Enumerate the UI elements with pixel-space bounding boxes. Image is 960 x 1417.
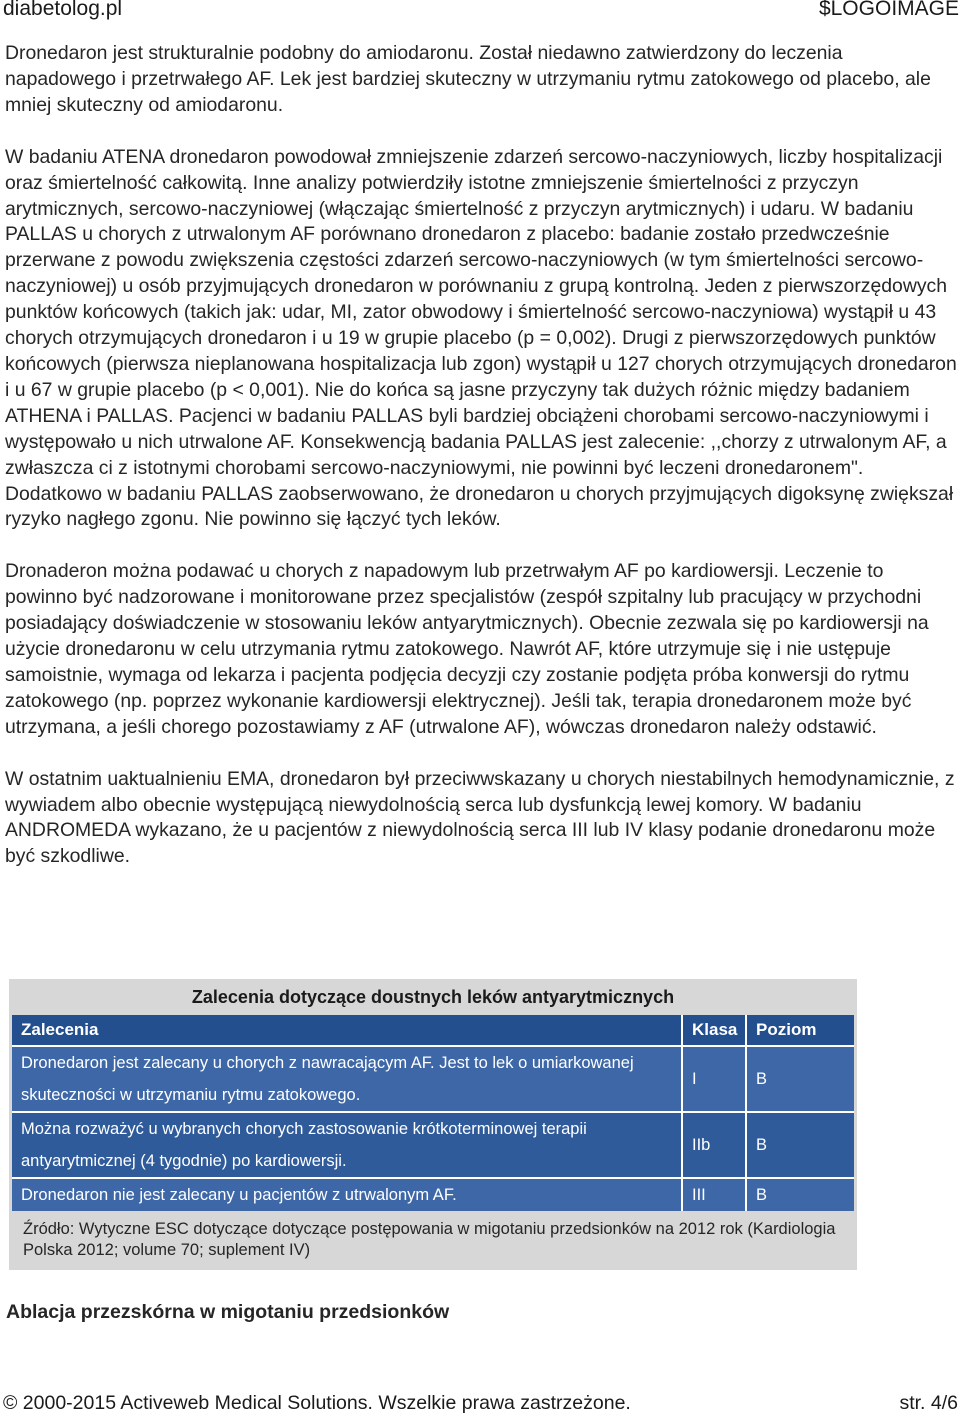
paragraph-studies: W badaniu ATENA dronedaron powodował zmniejszenie zdarzeń sercowo-naczyniowych, liczby hospitalizacji oraz śmiertelność całkowitą. Inne analizy potwierdziły istotne zmniejszenie śmiertelności z przyczyn arytmicznych, sercowo-naczyniowej (włączając śmiertelność z przyczyn arytmicznych) i udaru. W badaniu PALLAS u chorych z utrwalonym AF porównano dronedaron z placebo: badanie zostało przedwcześnie przerwane z powodu zwiększenia częstości zdarzeń sercowo-naczyniowych (w tym śmiertelności sercowo-naczyniowej) u osób przyjmujących dronedaron w porównaniu z grupą kontrolną. Jeden z pierwszorzędowych punktów końcowych (takich jak: udar, MI, zator obwodowy i śmiertelność sercowo-naczyniowa) wystąpił u 43 chorych otrzymujących dronedaron i u 19 w grupie placebo (p = 0,002). Drugi z pierwszorzędowych punktów końcowych (pierwsza nieplanowana hospitalizacja lub zgon) wystąpił u 127 chorych otrzymujących dronedaron i u 67 w grupie placebo (p < 0,001). Nie do końca są jasne przyczyny tak dużych różnic między badaniem ATHENA i PALLAS. Pacjenci w badaniu PALLAS byli bardziej obciążeni chorobami sercowo-naczyniowymi i występowało u nich utrwalone AF. Konsekwencją badania PALLAS jest zalecenie: ,,chorzy z utrwalonym AF, a zwłaszcza ci z istotnymi chorobami sercowo-naczyniowymi, nie powinni być leczeni dronedaronem". Dodatkowo w badaniu PALLAS zaobserwowano, że dronedaron u chorych przyjmujących digoksynę zwiększał ryzyko nagłego zgonu. Nie powinno się łączyć tych leków. <box>5 145 957 531</box>
recommendations-table <box>12 1015 854 1211</box>
table-row <box>12 1046 854 1112</box>
paragraph-intro: Dronedaron jest strukturalnie podobny do amiodaronu. Został niedawno zatwierdzony do leczenia napadowego i przetrwałego AF. Lek jest bardziej skuteczny w utrzymaniu rytmu zatokowego od placebo, ale mniej skuteczny od amiodaronu. <box>5 42 931 116</box>
class-cell: III <box>682 1178 746 1211</box>
copyright-notice: © 2000-2015 Activeweb Medical Solutions. Wszelkie prawa zastrzeżone. <box>3 1392 631 1414</box>
class-cell: IIb <box>682 1112 746 1178</box>
table-row <box>12 1112 854 1178</box>
paragraph-ema: W ostatnim uaktualnieniu EMA, dronedaron był przeciwwskazany u chorych niestabilnych hemodynamicznie, z wywiadem albo obecnie występującą niewydolnością serca lub dysfunkcją lewej komory. W badaniu ANDROMEDA wykazano, że u pacjentów z niewydolnością serca III lub IV klasy podanie dronedaronu może być szkodliwe. <box>5 767 955 868</box>
column-header-recommendations: Zalecenia <box>12 1015 682 1046</box>
level-cell: B <box>746 1178 854 1211</box>
site-header <box>0 0 960 24</box>
table-source-note: Źródło: Wytyczne ESC dotyczące dotyczące postępowania w migotaniu przedsionków na 2012 rok (Kardiologia Polska 2012; volume 70; suplement IV) <box>23 1220 836 1259</box>
column-header-class: Klasa <box>682 1015 746 1046</box>
table-row <box>12 1178 854 1211</box>
article-body <box>5 41 957 870</box>
page-number: str. 4/6 <box>899 1392 958 1414</box>
level-cell: B <box>746 1112 854 1178</box>
paragraph-administration: Dronaderon można podawać u chorych z napadowym lub przetrwałym AF po kardiowersji. Leczenie to powinno być nadzorowane i monitorowane przez specjalistów (zespół szpitalny lub pracujący w przychodni posiadający doświadczenie w stosowaniu leków antyarytmicznych). Obecnie zezwala się po kardiowersji na użycie dronedaronu w celu utrzymania rytmu zatokowego. Nawrót AF, które utrzymuje się i nie ustępuje samoistnie, wymaga od lekarza i pacjenta podjęcia decyzji czy zostanie podjęta próba konwersji do rytmu zatokowego (np. poprzez wykonanie kardiowersji elektrycznej). Jeśli tak, terapia dronedaronem może być utrzymana, a jeśli chorego pozostawiamy z AF (utrwalone AF), wówczas dronedaron należy odstawić. <box>5 560 929 738</box>
site-name: diabetolog.pl <box>3 0 123 20</box>
recommendation-cell: Dronedaron nie jest zalecany u pacjentów z utrwalonym AF. <box>12 1178 682 1211</box>
recommendation-cell: Można rozważyć u wybranych chorych zastosowanie krótkoterminowej terapii antyarytmicznej (4 tygodnie) po kardiowersji. <box>12 1112 682 1178</box>
column-header-level: Poziom <box>746 1015 854 1046</box>
section-heading: Ablacja przezskórna w migotaniu przedsionków <box>6 1301 450 1323</box>
table-inner <box>12 1015 854 1204</box>
site-footer <box>0 1390 960 1417</box>
table-title: Zalecenia dotyczące doustnych leków antyarytmicznych <box>191 987 675 1007</box>
level-cell: B <box>746 1046 854 1112</box>
recommendations-table-figure <box>9 979 857 1270</box>
recommendation-cell: Dronedaron jest zalecany u chorych z nawracającym AF. Jest to lek o umiarkowanej skuteczności w utrzymaniu rytmu zatokowego. <box>12 1046 682 1112</box>
logo-placeholder: $LOGOIMAGE <box>818 0 959 20</box>
class-cell: I <box>682 1046 746 1112</box>
table-header-row <box>12 1015 854 1046</box>
